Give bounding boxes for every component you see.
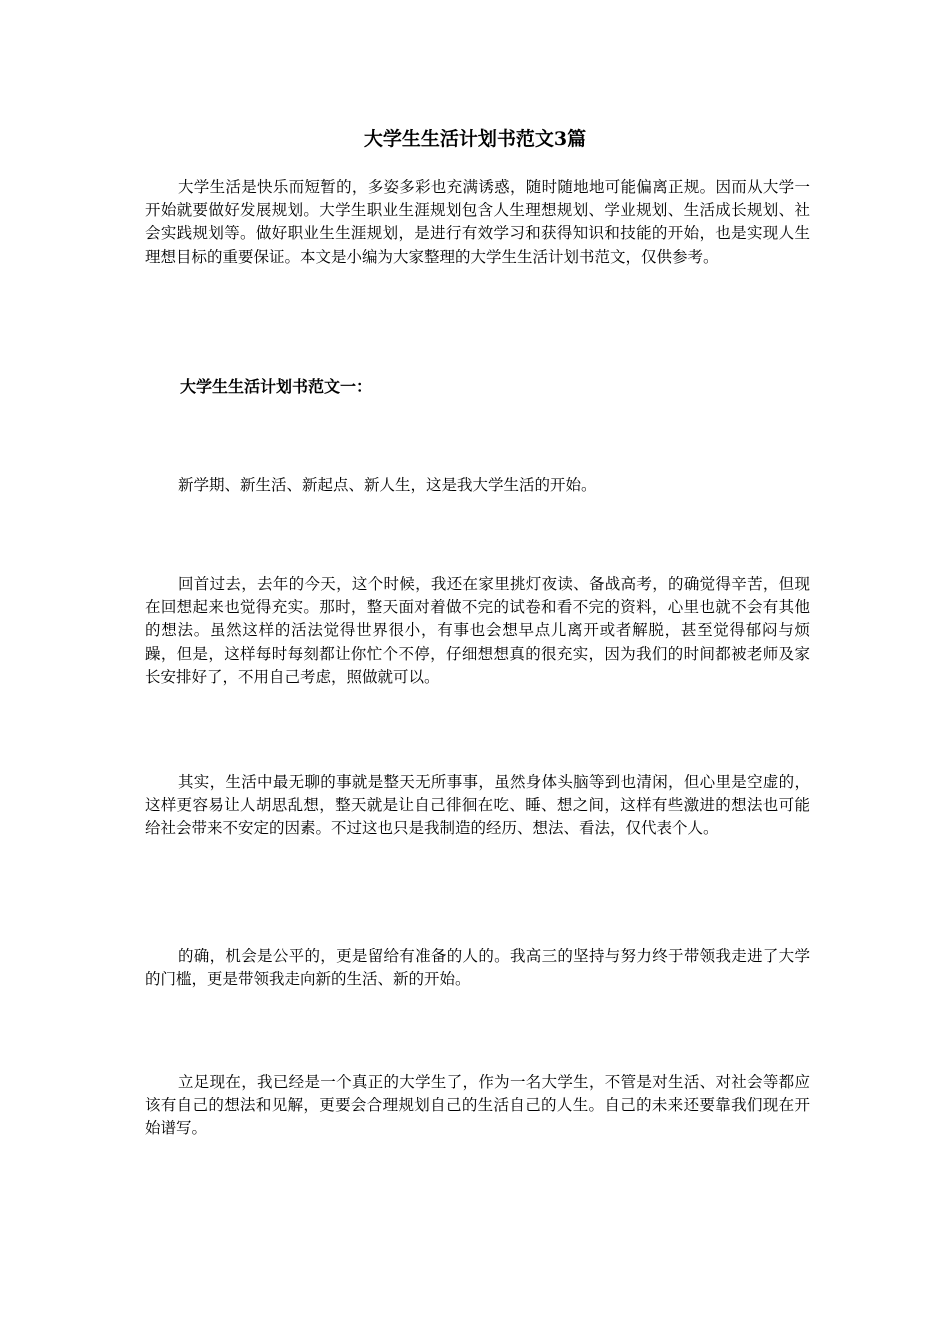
intro-paragraph: 大学生活是快乐而短暂的，多姿多彩也充满诱惑，随时随地地可能偏离正规。因而从大学一开始就要做好发展规划。大学生职业生涯规划包含人生理想规划、学业规划、生活成长规划、社会实践规划等。做好职业生生涯规划，是进行有效学习和获得知识和技能的开始，也是实现人生理想目标的重要保证。本文是小编为大家整理的大学生生活计划书范文，仅供参考。 (145, 178, 810, 266)
body-paragraph-5: 立足现在，我已经是一个真正的大学生了，作为一名大学生，不管是对生活、对社会等都应该有自己的想法和见解，更要会合理规划自己的生活自己的人生。自己的未来还要靠我们现在开始谱写。 (145, 1073, 810, 1138)
section-heading: 大学生生活计划书范文一： (180, 377, 373, 396)
body-paragraph-1: 新学期、新生活、新起点、新人生，这是我大学生活的开始。 (178, 476, 597, 494)
body-paragraph-2: 回首过去，去年的今天，这个时候，我还在家里挑灯夜读、备战高考，的确觉得辛苦，但现在回想起来也觉得充实。那时，整天面对着做不完的试卷和看不完的资料，心里也就不会有其他的想法。虽然这样的活法觉得世界很小，有事也会想早点儿离开或者解脱，甚至觉得郁闷与烦躁，但是，这样每时每刻都让你忙个不停，仔细想想真的很充实，因为我们的时间都被老师及家长安排好了，不用自己考虑，照做就可以。 (145, 575, 810, 686)
document-title: 大学生生活计划书范文3篇 (363, 128, 587, 150)
body-paragraph-4: 的确，机会是公平的，更是留给有准备的人的。我高三的坚持与努力终于带领我走进了大学的门槛，更是带领我走向新的生活、新的开始。 (145, 947, 810, 989)
body-paragraph-3: 其实，生活中最无聊的事就是整天无所事事，虽然身体头脑等到也清闲，但心里是空虚的，这样更容易让人胡思乱想，整天就是让自己徘徊在吃、睡、想之间，这样有些激进的想法也可能给社会带来不安定的因素。不过这也只是我制造的经历、想法、看法，仅代表个人。 (145, 773, 810, 838)
